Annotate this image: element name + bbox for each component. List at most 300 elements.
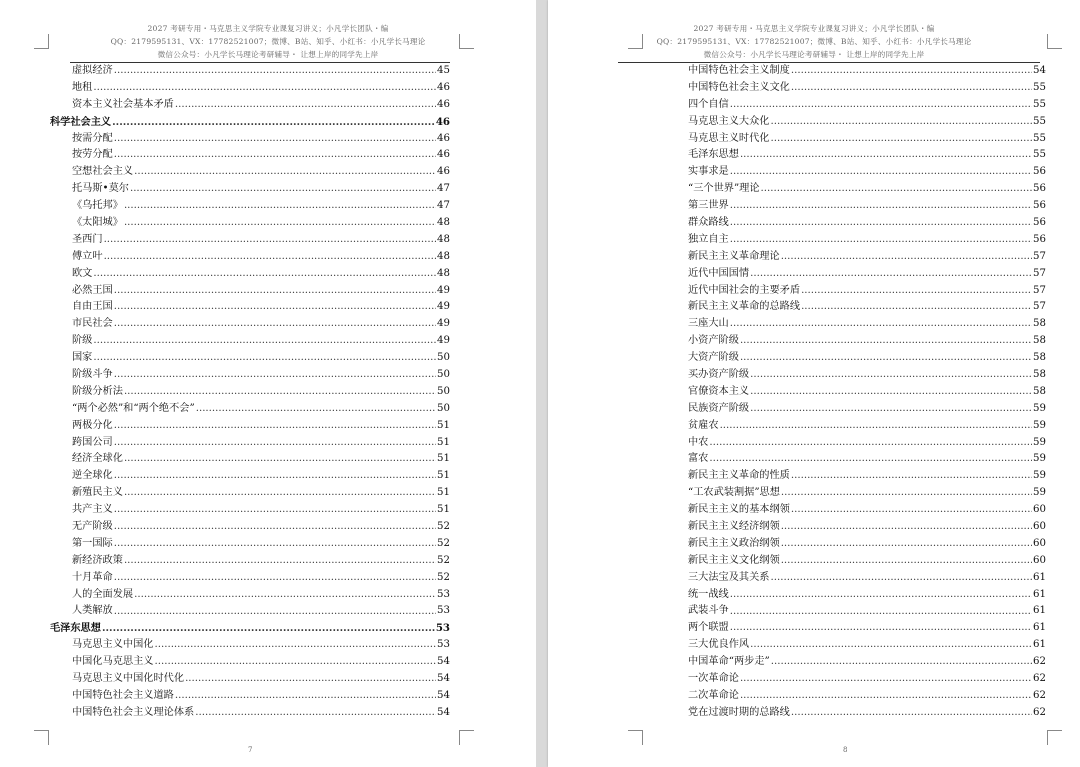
- toc-entry[interactable]: [666, 435, 1046, 452]
- toc-entry-label: 实事求是: [688, 166, 729, 178]
- page-header: [608, 22, 1020, 61]
- dot-leader: [134, 164, 436, 181]
- toc-page-number: 51: [437, 436, 450, 448]
- toc-entry[interactable]: [50, 705, 450, 722]
- toc-entry[interactable]: [50, 570, 450, 587]
- toc-entry[interactable]: [50, 553, 450, 570]
- toc-entry-label: 市民社会: [72, 318, 113, 330]
- toc-entry-label: 中国特色社会主义文化: [688, 81, 790, 93]
- crop-mark-bottom-left: [628, 730, 643, 745]
- toc-page-number: 46: [437, 98, 450, 110]
- toc-entry-label: 新民主主义革命的总路线: [688, 301, 801, 313]
- dot-leader: [771, 654, 1032, 671]
- dot-leader: [114, 536, 436, 553]
- toc-page-number: 53: [437, 605, 450, 617]
- toc-page-number: 46: [437, 149, 450, 161]
- toc-entry[interactable]: [50, 367, 450, 384]
- dot-leader: [750, 384, 1032, 401]
- toc-entry[interactable]: [50, 384, 450, 401]
- toc-entry-label: 大资产阶级: [688, 352, 739, 364]
- toc-page-number: 47: [437, 200, 450, 212]
- toc-page-number: 56: [1033, 233, 1046, 245]
- toc-entry-label: 两极分化: [72, 419, 113, 431]
- toc-page-number: 55: [1033, 98, 1046, 110]
- toc-entry[interactable]: [666, 367, 1046, 384]
- dot-leader: [730, 316, 1032, 333]
- toc-entry[interactable]: [666, 485, 1046, 502]
- dot-leader: [124, 451, 436, 468]
- dot-leader: [720, 418, 1032, 435]
- toc-page-number: 49: [437, 301, 450, 313]
- toc-entry-label: 新民主主义的基本纲领: [688, 504, 790, 516]
- toc-entry-label: 新民主主义政治纲领: [688, 537, 780, 549]
- toc-entry-label: 无产阶级: [72, 521, 113, 533]
- header-line-1: 2027 考研专用・马克思主义学院专业课复习讲义；小凡学长团队・编: [693, 24, 935, 33]
- toc-entry-label: 毛泽东思想: [688, 149, 739, 161]
- toc-entry[interactable]: [666, 587, 1046, 604]
- table-of-contents: [50, 63, 450, 722]
- toc-page-number: 62: [1033, 689, 1046, 701]
- toc-entry-label: 共产主义: [72, 504, 113, 516]
- dot-leader: [730, 232, 1032, 249]
- toc-entry-label: 新民主主义文化纲领: [688, 554, 780, 566]
- dot-leader: [114, 435, 436, 452]
- dot-leader: [124, 198, 436, 215]
- dot-leader: [730, 215, 1032, 232]
- toc-page-number: 57: [1033, 284, 1046, 296]
- toc-entry[interactable]: [666, 97, 1046, 114]
- dot-leader: [730, 97, 1032, 114]
- dot-leader: [114, 299, 436, 316]
- toc-page-number: 51: [437, 419, 450, 431]
- toc-entry[interactable]: [50, 266, 450, 283]
- toc-entry-label: 经济全球化: [72, 453, 123, 465]
- dot-leader: [781, 249, 1032, 266]
- toc-entry[interactable]: [666, 688, 1046, 705]
- page-number: 7: [248, 746, 253, 754]
- toc-entry-label: 马克思主义大众化: [688, 115, 770, 127]
- crop-mark-bottom-right: [1047, 730, 1062, 745]
- toc-entry[interactable]: [666, 131, 1046, 148]
- toc-entry[interactable]: [666, 147, 1046, 164]
- toc-entry-label: 近代中国社会的主要矛盾: [688, 284, 801, 296]
- dot-leader: [114, 418, 436, 435]
- toc-entry-label: 自由王国: [72, 301, 113, 313]
- dot-leader: [709, 451, 1032, 468]
- toc-entry[interactable]: [666, 705, 1046, 722]
- toc-entry[interactable]: [666, 418, 1046, 435]
- dot-leader: [104, 232, 436, 249]
- toc-page-number: 46: [437, 132, 450, 144]
- toc-entry-label: 独立自主: [688, 233, 729, 245]
- toc-entry[interactable]: [666, 570, 1046, 587]
- header-line-3: 微信公众号：小凡学长马理论考研辅导・ 让想上岸的同学先上岸: [157, 50, 379, 59]
- toc-page-number: 58: [1033, 335, 1046, 347]
- toc-page-number: 61: [1033, 605, 1046, 617]
- toc-entry[interactable]: [666, 249, 1046, 266]
- toc-page-number: 62: [1033, 673, 1046, 685]
- toc-entry-label: 民族资产阶级: [688, 402, 750, 414]
- toc-entry[interactable]: [50, 451, 450, 468]
- dot-leader: [730, 604, 1032, 621]
- dot-leader: [114, 367, 436, 384]
- toc-page-number: 57: [1033, 250, 1046, 262]
- dot-leader: [114, 131, 436, 148]
- crop-mark-bottom-right: [459, 730, 474, 745]
- toc-page-number: 50: [437, 369, 450, 381]
- toc-page-number: 60: [1033, 537, 1046, 549]
- toc-entry[interactable]: [50, 435, 450, 452]
- toc-entry-label: 科学社会主义: [50, 115, 112, 128]
- dot-leader: [114, 570, 436, 587]
- toc-page-number: 45: [437, 64, 450, 76]
- toc-entry-label: 官僚资本主义: [688, 385, 750, 397]
- dot-leader: [791, 80, 1032, 97]
- toc-entry[interactable]: [50, 485, 450, 502]
- toc-page-number: 59: [1033, 487, 1046, 499]
- toc-page-number: 51: [437, 487, 450, 499]
- toc-page-number: 60: [1033, 521, 1046, 533]
- toc-page-number: 51: [437, 453, 450, 465]
- toc-page-number: 59: [1033, 419, 1046, 431]
- toc-entry[interactable]: [50, 350, 450, 367]
- dot-leader: [175, 688, 436, 705]
- toc-entry-label: “三个世界”理论: [688, 183, 760, 195]
- toc-page-number: 56: [1033, 217, 1046, 228]
- toc-entry[interactable]: [666, 637, 1046, 654]
- toc-entry[interactable]: [50, 604, 450, 621]
- toc-entry-label: 两个联盟: [688, 622, 729, 634]
- dot-leader: [750, 637, 1032, 654]
- toc-entry-label: 人类解放: [72, 605, 113, 617]
- toc-page-number: 59: [1033, 436, 1046, 448]
- dot-leader: [771, 114, 1033, 131]
- toc-entry[interactable]: [50, 671, 450, 688]
- table-of-contents: [666, 63, 1046, 722]
- dot-leader: [750, 266, 1032, 283]
- toc-section-heading[interactable]: [50, 114, 450, 131]
- toc-page-number: 55: [1033, 132, 1046, 144]
- toc-page-number: 47: [437, 183, 450, 195]
- toc-entry-label: 中国特色社会主义理论体系: [72, 706, 195, 718]
- toc-entry[interactable]: [666, 299, 1046, 316]
- toc-page-number: 59: [1033, 453, 1046, 465]
- toc-entry-label: 群众路线: [688, 217, 729, 228]
- toc-entry-label: 新经济政策: [72, 554, 123, 566]
- toc-entry-label: 二次革命论: [688, 689, 739, 701]
- toc-entry[interactable]: [50, 131, 450, 148]
- toc-entry[interactable]: [50, 80, 450, 97]
- toc-entry-label: 新民主主义革命理论: [688, 250, 780, 262]
- toc-entry[interactable]: [50, 97, 450, 114]
- dot-leader: [124, 384, 436, 401]
- crop-mark-bottom-left: [34, 730, 49, 745]
- toc-entry-label: 《太阳城》: [72, 217, 123, 228]
- toc-entry[interactable]: [50, 215, 450, 232]
- toc-entry[interactable]: [50, 519, 450, 536]
- toc-entry[interactable]: [666, 181, 1046, 198]
- toc-entry-label: 傅立叶: [72, 250, 103, 262]
- toc-page-number: 52: [437, 571, 450, 583]
- toc-entry[interactable]: [666, 502, 1046, 519]
- toc-entry-label: 按需分配: [72, 132, 113, 144]
- toc-page-number: 58: [1033, 352, 1046, 364]
- toc-entry-label: 马克思主义时代化: [688, 132, 770, 144]
- toc-page-number: 48: [437, 217, 450, 228]
- toc-entry-label: 贫雇农: [688, 419, 719, 431]
- toc-page-number: 52: [437, 537, 450, 549]
- toc-entry-label: “工农武装割据”思想: [688, 487, 780, 499]
- dot-leader: [114, 502, 436, 519]
- header-line-1: 2027 考研专用・马克思主义学院专业课复习讲义；小凡学长团队・编: [147, 24, 389, 33]
- page-gutter: [536, 0, 548, 767]
- toc-entry-label: 逆全球化: [72, 470, 113, 482]
- dot-leader: [781, 536, 1032, 553]
- toc-entry-label: 三大优良作风: [688, 639, 750, 651]
- toc-entry-label: 党在过渡时期的总路线: [688, 706, 790, 718]
- toc-entry[interactable]: [666, 468, 1046, 485]
- toc-page-number: 55: [1033, 115, 1046, 127]
- toc-entry-label: 毛泽东思想: [50, 622, 101, 635]
- toc-entry-label: 中国革命“两步走”: [688, 656, 770, 668]
- toc-entry[interactable]: [50, 198, 450, 215]
- header-line-3: 微信公众号：小凡学长马理论考研辅导・ 让想上岸的同学先上岸: [703, 50, 925, 59]
- dot-leader: [791, 705, 1032, 722]
- toc-entry[interactable]: [666, 80, 1046, 97]
- dot-leader: [175, 97, 436, 114]
- dot-leader: [791, 468, 1032, 485]
- dot-leader: [740, 671, 1032, 688]
- toc-page-number: 54: [437, 689, 450, 701]
- toc-entry[interactable]: [666, 114, 1046, 131]
- toc-page-number: 56: [1033, 166, 1046, 178]
- toc-page-number: 54: [437, 656, 450, 668]
- toc-page-number: 56: [1033, 200, 1046, 212]
- dot-leader: [791, 63, 1032, 80]
- toc-entry[interactable]: [666, 198, 1046, 215]
- dot-leader: [155, 637, 437, 654]
- toc-entry-label: 武装斗争: [688, 605, 729, 617]
- toc-page-number: 57: [1033, 301, 1046, 313]
- toc-entry[interactable]: [666, 536, 1046, 553]
- toc-page-number: 49: [437, 318, 450, 330]
- toc-page-number: 60: [1033, 504, 1046, 516]
- dot-leader: [771, 131, 1033, 148]
- toc-entry[interactable]: [666, 164, 1046, 181]
- dot-leader: [134, 587, 436, 604]
- toc-entry[interactable]: [50, 283, 450, 300]
- toc-page-number: 48: [437, 233, 450, 245]
- toc-page-number: 46: [437, 166, 450, 178]
- dot-leader: [761, 181, 1032, 198]
- toc-entry-label: 阶级分析法: [72, 385, 123, 397]
- toc-entry[interactable]: [50, 654, 450, 671]
- toc-entry[interactable]: [666, 333, 1046, 350]
- dot-leader: [750, 401, 1032, 418]
- dot-leader: [750, 367, 1032, 384]
- toc-entry-label: 新殖民主义: [72, 487, 123, 499]
- toc-entry-label: 三座大山: [688, 318, 729, 330]
- toc-page-number: 61: [1033, 571, 1046, 583]
- dot-leader: [114, 468, 436, 485]
- toc-page-number: 55: [1033, 81, 1046, 93]
- toc-entry-label: 中农: [688, 436, 709, 448]
- toc-entry-label: 地租: [72, 81, 93, 93]
- dot-leader: [730, 198, 1032, 215]
- dot-leader: [730, 164, 1032, 181]
- toc-entry[interactable]: [50, 249, 450, 266]
- crop-mark-top-left: [34, 34, 49, 49]
- toc-entry-label: 国家: [72, 352, 93, 364]
- toc-entry[interactable]: [50, 688, 450, 705]
- toc-entry[interactable]: [666, 451, 1046, 468]
- toc-entry[interactable]: [666, 654, 1046, 671]
- toc-entry[interactable]: [50, 63, 450, 80]
- toc-entry[interactable]: [666, 316, 1046, 333]
- toc-entry-label: 《乌托邦》: [72, 200, 123, 212]
- toc-entry[interactable]: [666, 620, 1046, 637]
- document-page-left: [0, 0, 536, 767]
- dot-leader: [740, 333, 1032, 350]
- toc-page-number: 50: [437, 385, 450, 397]
- toc-page-number: 58: [1033, 385, 1046, 397]
- toc-entry[interactable]: [666, 215, 1046, 232]
- toc-entry[interactable]: [50, 316, 450, 333]
- toc-page-number: 52: [437, 554, 450, 566]
- toc-entry-label: 托马斯•莫尔: [72, 183, 129, 195]
- dot-leader: [114, 283, 436, 300]
- toc-entry-label: 近代中国国情: [688, 267, 750, 279]
- dot-leader: [130, 181, 436, 198]
- header-line-2: QQ：2179595131、VX：17782521007；微博、B站、知乎、小红书：小凡学长马理论: [110, 37, 426, 46]
- toc-entry[interactable]: [50, 468, 450, 485]
- toc-page-number: 51: [437, 470, 450, 482]
- toc-entry-label: 十月革命: [72, 571, 113, 583]
- toc-page-number: 53: [437, 639, 450, 651]
- toc-page-number: 56: [1033, 183, 1046, 195]
- toc-entry[interactable]: [666, 266, 1046, 283]
- toc-entry[interactable]: [666, 63, 1046, 80]
- toc-entry-label: 跨国公司: [72, 436, 113, 448]
- toc-entry[interactable]: [666, 519, 1046, 536]
- toc-entry-label: 圣西门: [72, 233, 103, 245]
- toc-entry-label: 一次革命论: [688, 673, 739, 685]
- toc-entry[interactable]: [50, 181, 450, 198]
- toc-entry-label: 马克思主义中国化: [72, 639, 154, 651]
- dot-leader: [196, 401, 436, 418]
- toc-page-number: 58: [1033, 318, 1046, 330]
- dot-leader: [740, 147, 1032, 164]
- dot-leader: [781, 519, 1032, 536]
- toc-entry[interactable]: [666, 384, 1046, 401]
- toc-entry-label: 富农: [688, 453, 709, 465]
- toc-entry-label: 新民主主义革命的性质: [688, 470, 790, 482]
- toc-entry[interactable]: [50, 333, 450, 350]
- dot-leader: [791, 502, 1032, 519]
- dot-leader: [195, 705, 436, 722]
- dot-leader: [801, 299, 1032, 316]
- dot-leader: [114, 519, 436, 536]
- toc-entry-label: 中国特色社会主义道路: [72, 689, 174, 701]
- toc-page-number: 62: [1033, 706, 1046, 718]
- toc-entry[interactable]: [666, 553, 1046, 570]
- dot-leader: [114, 604, 436, 621]
- toc-entry[interactable]: [50, 164, 450, 181]
- dot-leader: [124, 553, 436, 570]
- dot-leader: [114, 147, 436, 164]
- toc-entry-label: “两个必然”和“两个绝不会”: [72, 402, 195, 414]
- toc-entry[interactable]: [50, 418, 450, 435]
- toc-page-number: 61: [1033, 622, 1046, 634]
- toc-entry[interactable]: [666, 283, 1046, 300]
- dot-leader: [93, 350, 436, 367]
- toc-page-number: 62: [1033, 656, 1046, 668]
- toc-entry[interactable]: [50, 401, 450, 418]
- toc-page-number: 49: [437, 335, 450, 347]
- toc-page-number: 61: [1033, 639, 1046, 651]
- toc-entry[interactable]: [50, 587, 450, 604]
- dot-leader: [801, 283, 1032, 300]
- dot-leader: [781, 485, 1032, 502]
- toc-entry-label: 阶级斗争: [72, 369, 113, 381]
- toc-entry[interactable]: [666, 232, 1046, 249]
- toc-entry-label: 按劳分配: [72, 149, 113, 161]
- toc-entry-label: 人的全面发展: [72, 588, 134, 600]
- toc-entry-label: 资本主义社会基本矛盾: [72, 98, 174, 110]
- toc-entry[interactable]: [666, 401, 1046, 418]
- toc-entry[interactable]: [50, 536, 450, 553]
- toc-entry[interactable]: [50, 637, 450, 654]
- crop-mark-top-right: [1047, 34, 1062, 49]
- page-header: [60, 22, 476, 61]
- toc-entry-label: 新民主主义经济纲领: [688, 521, 780, 533]
- toc-page-number: 59: [1033, 402, 1046, 414]
- toc-entry[interactable]: [50, 502, 450, 519]
- dot-leader: [104, 249, 436, 266]
- dot-leader: [740, 350, 1032, 367]
- toc-entry-label: 虚拟经济: [72, 64, 113, 76]
- dot-leader: [740, 688, 1032, 705]
- toc-entry-label: 中国特色社会主义制度: [688, 64, 790, 76]
- toc-page-number: 60: [1033, 554, 1046, 566]
- toc-page-number: 53: [437, 588, 450, 600]
- dot-leader: [124, 485, 436, 502]
- toc-page-number: 57: [1033, 267, 1046, 279]
- toc-entry[interactable]: [666, 604, 1046, 621]
- dot-leader: [93, 80, 436, 97]
- dot-leader: [112, 114, 435, 131]
- toc-page-number: 49: [437, 284, 450, 296]
- toc-page-number: 46: [437, 81, 450, 93]
- toc-entry[interactable]: [666, 671, 1046, 688]
- dot-leader: [93, 333, 436, 350]
- toc-page-number: 52: [437, 521, 450, 533]
- toc-section-heading[interactable]: [50, 620, 450, 637]
- dot-leader: [781, 553, 1032, 570]
- toc-entry-label: 第三世界: [688, 200, 729, 212]
- dot-leader: [155, 654, 437, 671]
- dot-leader: [93, 266, 436, 283]
- toc-entry-label: 阶级: [72, 335, 93, 347]
- toc-page-number: 55: [1033, 149, 1046, 161]
- dot-leader: [730, 587, 1032, 604]
- toc-entry[interactable]: [50, 299, 450, 316]
- dot-leader: [771, 570, 1033, 587]
- toc-page-number: 50: [437, 352, 450, 364]
- toc-entry[interactable]: [50, 232, 450, 249]
- toc-entry[interactable]: [666, 350, 1046, 367]
- toc-entry[interactable]: [50, 147, 450, 164]
